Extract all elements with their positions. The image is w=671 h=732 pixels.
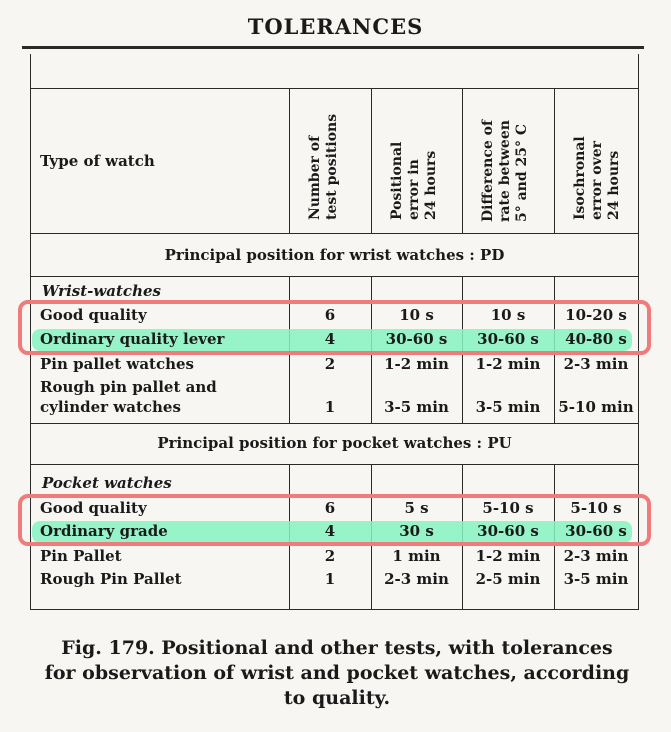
col-sep (289, 88, 290, 234)
row-rule (30, 88, 639, 89)
row-difference: 10 s (490, 306, 526, 324)
row-isochronal: 2-3 min (563, 547, 629, 565)
row-difference: 5-10 s (482, 499, 534, 517)
row-rule (30, 464, 639, 465)
row-rule (30, 276, 639, 277)
caption-line: Fig. 179. Positional and other tests, with tolerances (61, 637, 613, 659)
row-difference: 1-2 min (475, 355, 541, 373)
pocket-section-heading: Principal position for pocket watches : PU (157, 434, 512, 452)
row-isochronal: 40-80 s (565, 330, 627, 348)
row-positions: 2 (324, 547, 336, 565)
row-type: Good quality (40, 306, 147, 324)
caption-line: for observation of wrist and pocket watches, according (44, 662, 630, 684)
row-positional: 1 min (392, 547, 441, 565)
row-rule (30, 423, 639, 424)
row-positions: 6 (324, 306, 336, 324)
row-isochronal: 10-20 s (565, 306, 627, 324)
row-isochronal: 5-10 s (570, 499, 622, 517)
row-positions: 1 (324, 570, 336, 588)
row-positional: 2-3 min (384, 570, 449, 588)
row-type: Good quality (40, 499, 147, 517)
row-positions: 4 (324, 522, 336, 540)
col-sep (371, 88, 372, 234)
row-difference: 30-60 s (477, 330, 539, 348)
row-isochronal: 3-5 min (563, 570, 629, 588)
header-difference-of-rate: Difference of rate between 5° and 25° C (480, 120, 530, 222)
row-type: Rough Pin Pallet (40, 570, 182, 588)
pocket-section-label: Pocket watches (42, 474, 172, 492)
wrist-section-heading: Principal position for wrist watches : PD (164, 246, 505, 264)
row-difference: 1-2 min (475, 547, 541, 565)
row-positional: 30-60 s (385, 330, 448, 348)
row-positional: 10 s (399, 306, 434, 324)
row-isochronal: 30-60 s (565, 522, 627, 540)
row-positional: 1-2 min (384, 355, 449, 373)
page-title: TOLERANCES (247, 14, 424, 39)
row-type: Ordinary quality lever (40, 330, 225, 348)
row-difference: 2-5 min (475, 570, 541, 588)
row-positions: 2 (324, 355, 336, 373)
row-positions: 4 (324, 330, 336, 348)
row-positional: 5 s (404, 499, 429, 517)
row-type-continued: cylinder watches (40, 398, 181, 416)
figure-caption (22, 636, 652, 711)
highlight-box-wrist (18, 300, 651, 355)
table-top-rule (22, 46, 644, 49)
row-isochronal: 2-3 min (563, 355, 629, 373)
row-positional: 3-5 min (384, 398, 449, 416)
table-bottom-rule (30, 609, 639, 610)
row-rule (30, 233, 639, 234)
row-positional: 30 s (399, 522, 434, 540)
header-type-of-watch: Type of watch (40, 152, 155, 170)
col-sep (462, 88, 463, 234)
header-positional-error: Positional error in 24 hours (389, 141, 439, 220)
caption-line: to quality. (283, 687, 391, 709)
highlight-box-pocket (18, 494, 651, 546)
row-isochronal: 5-10 min (558, 398, 634, 416)
row-positions: 1 (324, 398, 336, 416)
header-number-of-positions: Number of test positions (307, 113, 340, 220)
row-type: Pin pallet watches (40, 355, 194, 373)
row-type: Rough pin pallet and (40, 378, 217, 396)
row-positions: 6 (324, 499, 336, 517)
header-isochronal-error: Isochronal error over 24 hours (572, 136, 622, 220)
col-sep (554, 88, 555, 234)
wrist-section-label: Wrist-watches (42, 282, 161, 300)
row-type: Pin Pallet (40, 547, 122, 565)
row-difference: 3-5 min (475, 398, 541, 416)
row-difference: 30-60 s (477, 522, 539, 540)
row-type: Ordinary grade (40, 522, 168, 540)
